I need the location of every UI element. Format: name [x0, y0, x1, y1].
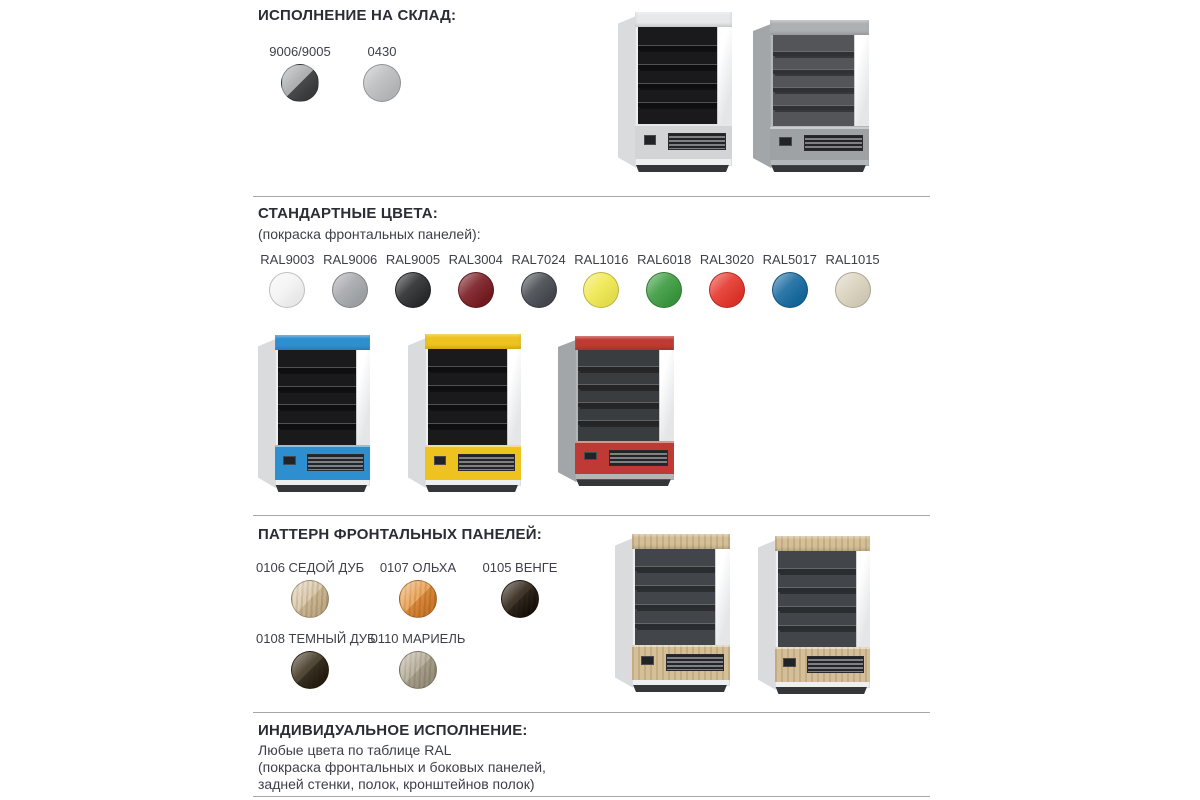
case-shelf	[773, 87, 859, 92]
case-vent-grille	[666, 654, 725, 671]
swatch-item-ral3004	[444, 252, 507, 308]
case-shelf	[428, 366, 511, 371]
swatch-label: 0430	[367, 44, 397, 59]
case-front	[635, 12, 732, 166]
case-controller	[283, 456, 295, 465]
case-shelf	[778, 587, 861, 592]
case-front	[425, 334, 521, 486]
case-side-panel	[408, 338, 426, 488]
pattern-swatch-0108	[291, 651, 329, 689]
color-swatch-ral3020	[709, 272, 745, 308]
swatch-item-ral3020	[696, 252, 759, 308]
case-shelf	[778, 625, 861, 630]
case-controller	[783, 658, 795, 667]
case-controller	[434, 456, 446, 465]
swatch-label: 9006/9005	[269, 44, 331, 59]
pattern-heading: ПАТТЕРН ФРОНТАЛЬНЫХ ПАНЕЛЕЙ:	[258, 526, 542, 543]
case-interior	[778, 551, 856, 647]
display-case-wood-image	[615, 534, 730, 692]
custom-text-line: (покраска фронтальных и боковых панелей,	[258, 759, 546, 775]
swatch-item-ral6018	[633, 252, 696, 308]
swatch-item-0430	[342, 44, 422, 102]
swatch-item-ral5017	[758, 252, 821, 308]
swatch-label: 0110 МАРИЕЛЬ	[370, 631, 466, 646]
case-interior	[773, 35, 854, 127]
swatch-item-ral1016	[570, 252, 633, 308]
case-shelf	[638, 83, 722, 88]
case-shelf	[578, 384, 664, 389]
case-shelf	[635, 585, 720, 590]
custom-text-line: задней стенки, полок, кронштейнов полок)	[258, 776, 535, 792]
case-base	[574, 479, 673, 486]
case-canopy	[632, 534, 730, 549]
display-case-wood-image	[758, 536, 870, 694]
color-swatch-ral9006	[332, 272, 368, 308]
display-case-white-image	[618, 12, 732, 172]
swatch-label: RAL9006	[323, 252, 378, 267]
swatch-label: 0106 СЕДОЙ ДУБ	[256, 560, 365, 575]
standard-subtitle: (покраска фронтальных панелей):	[258, 226, 481, 242]
case-vent-grille	[668, 133, 726, 150]
case-base	[769, 165, 868, 172]
swatch-label: RAL9003	[260, 252, 315, 267]
pattern-swatch-0105	[501, 580, 539, 618]
case-shelf	[635, 623, 720, 628]
case-front	[775, 536, 870, 688]
case-controller	[779, 137, 792, 146]
case-glass-side	[717, 27, 732, 124]
case-glass-side	[356, 350, 370, 445]
pattern-swatch-0110	[399, 651, 437, 689]
swatch-label: RAL5017	[762, 252, 817, 267]
case-glass-side	[856, 551, 870, 647]
case-shelf	[773, 105, 859, 110]
case-base	[424, 485, 520, 492]
case-interior	[635, 549, 715, 645]
case-bottom-panel	[425, 445, 521, 480]
custom-text	[258, 742, 546, 793]
case-shelf	[773, 51, 859, 56]
case-shelf	[278, 367, 361, 372]
case-vent-grille	[307, 454, 364, 471]
swatch-item-0106	[256, 560, 364, 618]
case-front	[575, 336, 674, 480]
case-interior	[428, 349, 507, 445]
color-swatch-ral9003	[269, 272, 305, 308]
swatch-item-0110	[362, 631, 474, 689]
swatch-item-9006-9005	[260, 44, 340, 102]
display-case-gray-image	[753, 20, 869, 172]
case-shelf	[773, 69, 859, 74]
case-canopy	[770, 20, 869, 35]
case-side-panel	[753, 24, 772, 168]
case-base	[774, 687, 869, 694]
section-divider	[253, 196, 930, 197]
swatch-label: RAL3020	[699, 252, 755, 267]
case-shelf	[428, 404, 511, 409]
swatch-item-ral7024	[507, 252, 570, 308]
case-front	[632, 534, 730, 686]
case-interior	[638, 27, 717, 124]
swatch-label: RAL1016	[574, 252, 629, 267]
standard-heading: СТАНДАРТНЫЕ ЦВЕТА:	[258, 205, 438, 222]
case-shelf	[635, 604, 720, 609]
case-shelf	[578, 402, 664, 407]
case-controller	[641, 656, 654, 665]
case-front	[770, 20, 869, 166]
color-swatch-ral7024	[521, 272, 557, 308]
pattern-swatch-0107	[399, 580, 437, 618]
case-glass-side	[854, 35, 869, 127]
section-divider	[253, 712, 930, 713]
ral-swatch-row	[256, 252, 884, 308]
case-canopy	[635, 12, 732, 27]
case-shelf	[278, 423, 361, 428]
case-vent-grille	[804, 135, 863, 151]
swatch-label: RAL7024	[511, 252, 566, 267]
case-canopy	[575, 336, 674, 350]
case-side-panel	[558, 340, 577, 483]
case-glass-side	[507, 349, 521, 445]
case-shelf	[578, 420, 664, 425]
custom-heading: ИНДИВИДУАЛЬНОЕ ИСПОЛНЕНИЕ:	[258, 722, 528, 739]
case-bottom-panel	[775, 647, 870, 682]
case-shelf	[778, 568, 861, 573]
swatch-item-ral1015	[821, 252, 884, 308]
swatch-label: 0108 ТЕМНЫЙ ДУБ	[256, 631, 376, 646]
case-shelf	[428, 423, 511, 428]
color-swatch-ral3004	[458, 272, 494, 308]
case-interior	[578, 350, 659, 441]
stock-heading: ИСПОЛНЕНИЕ НА СКЛАД:	[258, 7, 457, 24]
swatch-item-ral9005	[382, 252, 445, 308]
case-interior	[278, 350, 356, 445]
case-shelf	[278, 404, 361, 409]
case-shelf	[638, 45, 722, 50]
case-controller	[584, 452, 597, 461]
case-side-panel	[615, 538, 633, 688]
case-shelf	[778, 606, 861, 611]
swatch-label: RAL3004	[448, 252, 503, 267]
case-side-panel	[258, 339, 276, 488]
case-shelf	[278, 386, 361, 391]
swatch-item-0105	[470, 560, 570, 618]
color-swatch-ral1015	[835, 272, 871, 308]
swatch-label: RAL9005	[385, 252, 441, 267]
case-canopy	[275, 335, 370, 350]
color-swatch-ral6018	[646, 272, 682, 308]
swatch-label: 0107 ОЛЬХА	[379, 560, 457, 575]
case-bottom-panel	[635, 124, 732, 159]
case-base	[631, 685, 729, 692]
case-canopy	[425, 334, 521, 349]
case-side-panel	[758, 540, 776, 690]
case-bottom-panel	[575, 441, 674, 474]
swatch-label: RAL6018	[637, 252, 692, 267]
color-swatch-ral5017	[772, 272, 808, 308]
case-bottom-panel	[632, 645, 730, 680]
case-bottom-panel	[275, 445, 370, 480]
swatch-label: 0105 ВЕНГЕ	[482, 560, 558, 575]
display-case-red-image	[558, 336, 674, 486]
case-base	[634, 165, 731, 172]
case-base	[274, 485, 369, 492]
custom-text-line: Любые цвета по таблице RAL	[258, 742, 452, 758]
case-shelf	[635, 566, 720, 571]
color-swatch-0430	[363, 64, 401, 102]
case-shelf	[638, 102, 722, 107]
case-shelf	[638, 64, 722, 69]
case-bottom-panel	[770, 127, 869, 161]
pattern-swatch-0106	[291, 580, 329, 618]
color-swatch-9006-9005	[281, 64, 319, 102]
swatch-item-0107	[366, 560, 470, 618]
swatch-item-0108	[256, 631, 376, 689]
swatch-item-ral9006	[319, 252, 382, 308]
section-divider	[253, 796, 930, 797]
case-vent-grille	[458, 454, 516, 471]
case-vent-grille	[807, 656, 864, 673]
case-controller	[644, 135, 657, 144]
case-shelf	[428, 385, 511, 390]
swatch-label: RAL1015	[825, 252, 880, 267]
color-swatch-ral1016	[583, 272, 619, 308]
case-side-panel	[618, 16, 636, 168]
display-case-yellow-image	[408, 334, 521, 492]
color-swatch-ral9005	[395, 272, 431, 308]
case-glass-side	[715, 549, 730, 645]
case-canopy	[775, 536, 870, 551]
section-divider	[253, 515, 930, 516]
case-vent-grille	[609, 450, 668, 466]
case-shelf	[578, 366, 664, 371]
swatch-item-ral9003	[256, 252, 319, 308]
case-glass-side	[659, 350, 674, 441]
case-front	[275, 335, 370, 486]
display-case-blue-image	[258, 335, 370, 492]
